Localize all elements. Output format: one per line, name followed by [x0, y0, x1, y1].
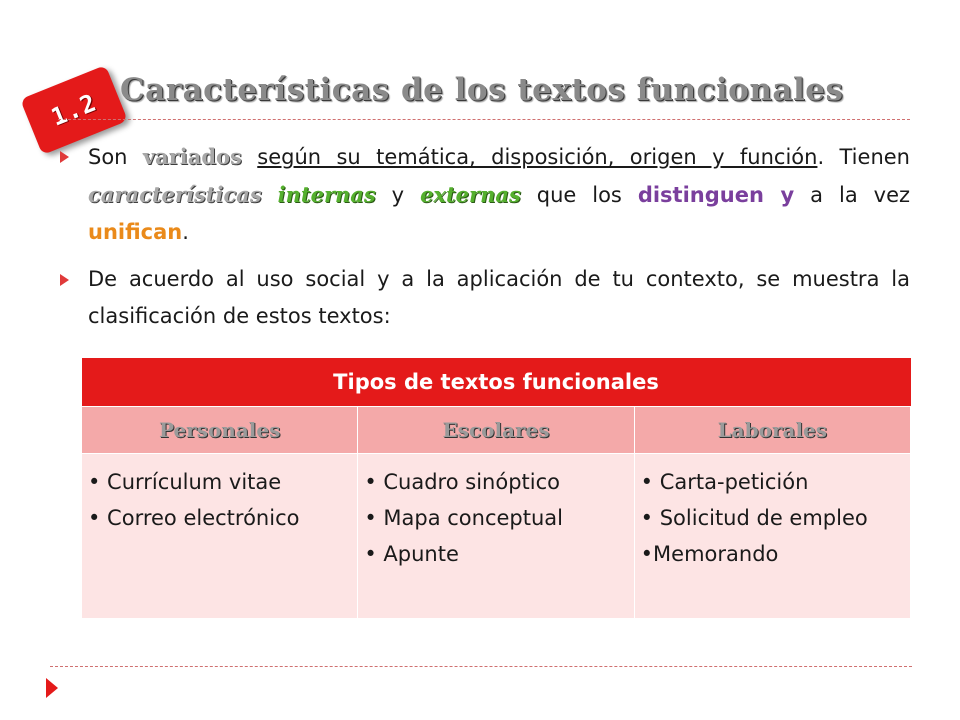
- text-run: Son: [88, 145, 143, 169]
- text-run: a la vez: [794, 183, 911, 207]
- bullet-text-2: [88, 261, 910, 335]
- bullet-list: [60, 138, 910, 345]
- text-run: De acuerdo al uso social y a la aplicación de tu contexto, se muestra la clasificación de estos textos:: [88, 267, 910, 328]
- text-run: [262, 183, 278, 207]
- triangle-right-icon[interactable]: [46, 678, 58, 698]
- text-run: características: [88, 182, 262, 207]
- bullet-text-1: [88, 138, 910, 251]
- text-run: [242, 145, 257, 169]
- list-item: •Memorando: [640, 542, 779, 566]
- section-number: 1.2: [47, 88, 101, 132]
- list-item: • Currículum vitae: [88, 470, 282, 494]
- title-divider: [58, 119, 910, 120]
- text-run: internas: [277, 182, 376, 207]
- triangle-right-icon: [60, 151, 69, 163]
- list-item: • Mapa conceptual: [364, 506, 563, 530]
- list-item: • Solicitud de empleo: [640, 506, 868, 530]
- triangle-right-icon: [60, 274, 69, 286]
- text-run: .: [182, 220, 189, 244]
- list-item: • Correo electrónico: [88, 506, 300, 530]
- functional-texts-table: [81, 358, 911, 619]
- table-cell-personales: [82, 454, 358, 619]
- text-run: que los: [520, 183, 638, 207]
- bullet-item: [60, 138, 910, 251]
- text-run: . Tienen: [817, 145, 910, 169]
- slide-title: Características de los textos funcionales: [120, 72, 844, 108]
- column-header-escolares: Escolares: [358, 407, 634, 454]
- text-run: distinguen y: [637, 183, 795, 207]
- column-header-personales: Personales: [82, 407, 358, 454]
- text-run: unifican: [88, 220, 183, 244]
- list-item: • Cuadro sinóptico: [364, 470, 560, 494]
- text-run: y: [375, 183, 421, 207]
- text-run: variados: [142, 144, 242, 169]
- column-header-laborales: Laborales: [634, 407, 910, 454]
- list-item: • Apunte: [364, 542, 459, 566]
- list-item: • Carta-petición: [640, 470, 809, 494]
- bullet-item: [60, 261, 910, 335]
- text-run: externas: [420, 182, 521, 207]
- table-cell-laborales: [634, 454, 910, 619]
- table-title: Tipos de textos funcionales: [82, 358, 911, 407]
- text-run: según su temática, disposición, origen y función: [257, 145, 818, 169]
- footer-divider: [50, 666, 912, 667]
- table-cell-escolares: [358, 454, 634, 619]
